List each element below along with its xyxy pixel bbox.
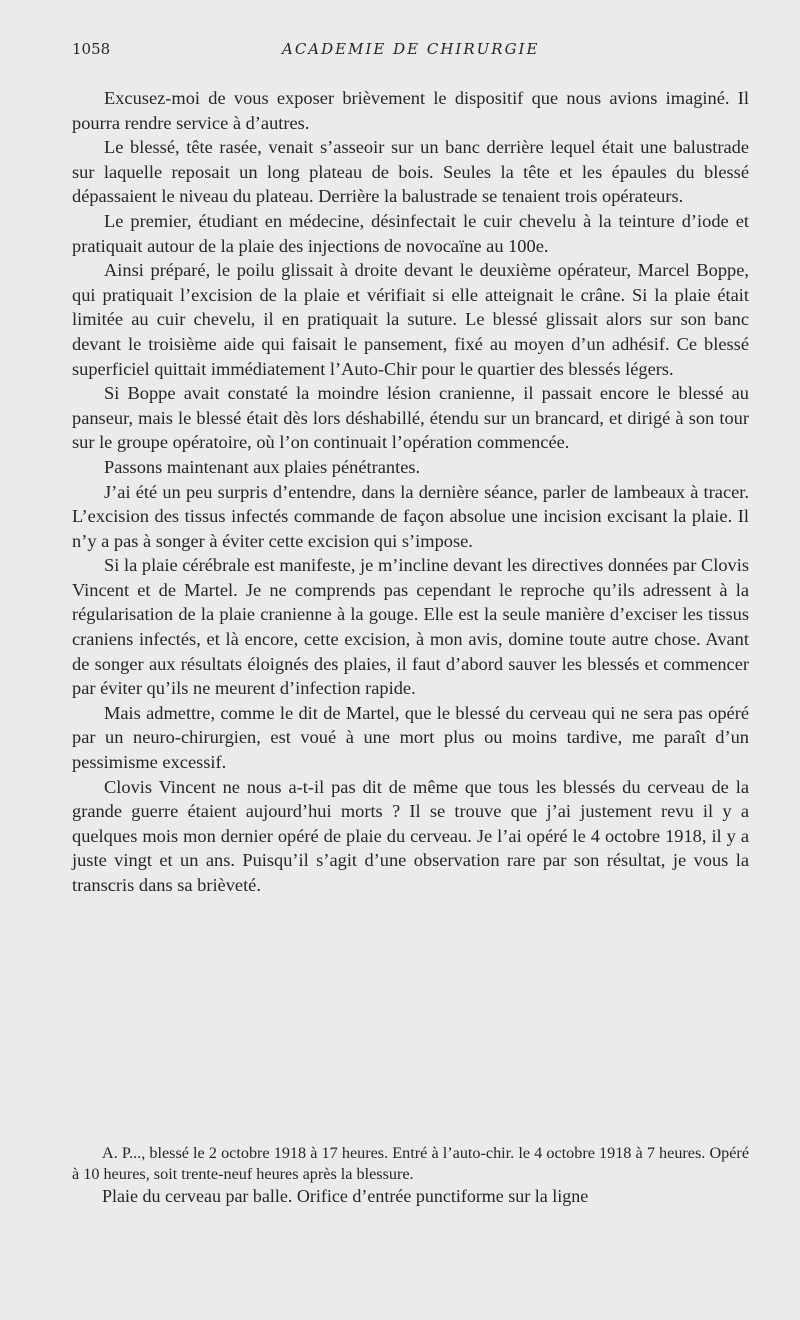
paragraph: Si la plaie cérébrale est manifeste, je m’incline devant les directives données par Clovis Vincent et de Martel. Je ne comprends pas cependant le reproche qu’ils adressent à la régularisation de la plaie cranienne à la gouge. Elle est la seule manière d’exciser les tissus craniens infectés, et là encore, cette excision, à mon avis, domine toute autre chose. Avant de songer aux résultats éloignés des plaies, il faut d’abord sauver les blessés et commencer par éviter qu’ils ne meurent d’infection rapide. bbox=[72, 555, 749, 699]
paragraph: Mais admettre, comme le dit de Martel, que le blessé du cerveau qui ne sera pas opéré par un neuro-chirurgien, est voué à une mort plus ou moins tardive, me paraît d’un pessimisme excessif. bbox=[72, 702, 749, 773]
paragraph: Excusez-moi de vous exposer brièvement le dispositif que nous avions imaginé. Il pourra rendre service à d’autres. bbox=[72, 88, 749, 133]
observation-continuation: Plaie du cerveau par balle. Orifice d’entrée punctiforme sur la ligne bbox=[102, 1186, 589, 1207]
observation-text: A. P..., blessé le 2 octobre 1918 à 17 heures. Entré à l’auto-chir. le 4 octobre 1918 à 7 heures. Opéré à 10 heures, soit trente-neuf heures après la blessure. bbox=[72, 1144, 749, 1183]
page-header bbox=[72, 40, 744, 64]
body-text bbox=[72, 86, 749, 898]
running-head: ACADEMIE DE CHIRURGIE bbox=[282, 40, 540, 58]
paragraph: J’ai été un peu surpris d’entendre, dans la dernière séance, parler de lambeaux à tracer. L’excision des tissus infectés commande de façon absolue une incision excisant la plaie. Il n’y a pas à songer à éviter cette excision qui s’impose. bbox=[72, 481, 749, 551]
paragraph: Ainsi préparé, le poilu glissait à droite devant le deuxième opérateur, Marcel Boppe, qui pratiquait l’excision de la plaie et vérifiait si elle atteignait le crâne. Si la plaie était limitée au cuir chevelu, il en pratiquait la suture. Le blessé glissait alors sur son banc devant le troisième aide qui faisait le pansement, fixé au moyen d’un adhésif. Ce blessé superficiel quittait immédiatement l’Auto-Chir pour le quartier des blessés légers. bbox=[72, 260, 749, 379]
page-number: 1058 bbox=[72, 40, 111, 58]
paragraph: Si Boppe avait constaté la moindre lésion cranienne, il passait encore le blessé au panseur, mais le blessé était dès lors déshabillé, étendu sur un brancard, et dirigé à son tour sur le groupe opératoire, où l’on continuait l’opération commencée. bbox=[72, 383, 749, 453]
paragraph: Le blessé, tête rasée, venait s’asseoir sur un banc derrière lequel était une balustrade sur laquelle reposait un long plateau de bois. Seules la tête et les épaules du blessé dépassaient le niveau du plateau. Derrière la balustrade se tenaient trois opérateurs. bbox=[72, 137, 749, 207]
paragraph: Le premier, étudiant en médecine, désinfectait le cuir chevelu à la teinture d’iode et pratiquait autour de la plaie des injections de novocaïne au 100e. bbox=[72, 210, 749, 256]
paragraph: Passons maintenant aux plaies pénétrantes. bbox=[104, 456, 421, 477]
observation-block bbox=[72, 1143, 749, 1208]
paragraph: Clovis Vincent ne nous a-t-il pas dit de même que tous les blessés du cerveau de la grande guerre étaient aujourd’hui morts ? Il se trouve que j’ai justement revu il y a quelques mois mon dernier opéré de plaie du cerveau. Je l’ai opéré le 4 octobre 1918, il y a juste vingt et un ans. Puisqu’il s’agit d’une observation rare par son résultat, je vous la transcris dans sa brièveté. bbox=[72, 776, 749, 895]
